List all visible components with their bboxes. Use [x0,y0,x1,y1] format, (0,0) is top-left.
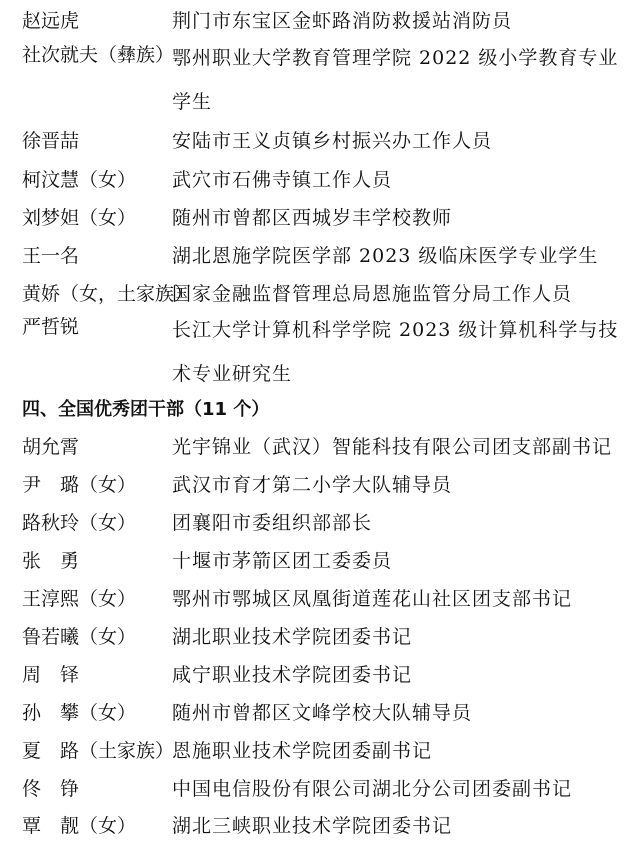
list-item [0,504,639,542]
person-description: 荆门市东宝区金虾路消防救援站消防员 [172,10,513,32]
person-name: 鲁若曦（女） [22,626,137,648]
list-item [0,161,639,199]
list-item [0,308,639,392]
person-description: 湖北恩施学院医学部 2023 级临床医学专业学生 [172,245,599,267]
list-item [0,618,639,656]
person-description: 长江大学计算机科学学院 2023 级计算机科学与技术专业研究生 [172,319,619,385]
person-name: 尹 璐（女） [22,474,137,496]
person-name: 黄娇（女，土家族） [22,283,194,305]
person-description: 湖北三峡职业技术学院团委书记 [172,815,453,837]
section-heading: 四、全国优秀团干部（11 个） [22,399,270,420]
person-description: 随州市曾都区西城岁丰学校教师 [172,207,453,229]
list-item [0,466,639,504]
list-item [0,36,639,120]
person-name: 佟 铮 [22,778,80,800]
person-description: 中国电信股份有限公司湖北分公司团委副书记 [172,778,573,800]
person-description: 武穴市石佛寺镇工作人员 [172,169,393,191]
person-name: 周 铎 [22,664,80,686]
list-item [0,580,639,618]
person-name: 张 勇 [22,550,80,572]
person-name: 王一名 [22,245,80,267]
list-item [0,694,639,732]
person-name: 夏 路（土家族） [22,740,175,762]
person-description: 武汉市育才第二小学大队辅导员 [172,474,453,496]
list-item [0,542,639,580]
person-description: 国家金融监督管理总局恩施监管分局工作人员 [172,283,573,305]
person-description: 咸宁职业技术学院团委书记 [172,664,413,686]
person-description: 鄂州市鄂城区凤凰街道莲花山社区团支部书记 [172,588,573,610]
list-item [0,122,639,160]
list-item [0,770,639,808]
person-name: 覃 靓（女） [22,815,137,837]
person-description: 光宇锦业（武汉）智能科技有限公司团支部副书记 [172,436,613,458]
person-description: 湖北职业技术学院团委书记 [172,626,413,648]
person-name: 刘梦妲（女） [22,207,137,229]
person-name: 孙 攀（女） [22,702,137,724]
person-description: 团襄阳市委组织部部长 [172,512,373,534]
person-name: 社次就夫（彝族） [22,44,175,66]
person-name: 徐晋喆 [22,130,80,152]
list-item [0,428,639,466]
person-name: 严哲锐 [22,316,80,338]
person-name: 柯汶慧（女） [22,169,137,191]
list-item [0,732,639,770]
person-name: 胡允霄 [22,436,80,458]
list-item [0,2,639,40]
person-description: 随州市曾都区文峰学校大队辅导员 [172,702,473,724]
list-item [0,199,639,237]
person-description: 安陆市王义贞镇乡村振兴办工作人员 [172,130,493,152]
person-name: 赵远虎 [22,10,80,32]
person-description: 鄂州职业大学教育管理学院 2022 级小学教育专业学生 [172,47,619,113]
list-item [0,656,639,694]
list-item [0,807,639,845]
person-description: 恩施职业技术学院团委副书记 [172,740,433,762]
person-name: 王淳熙（女） [22,588,137,610]
list-item [0,237,639,275]
person-name: 路秋玲（女） [22,512,137,534]
person-description: 十堰市茅箭区团工委委员 [172,550,393,572]
